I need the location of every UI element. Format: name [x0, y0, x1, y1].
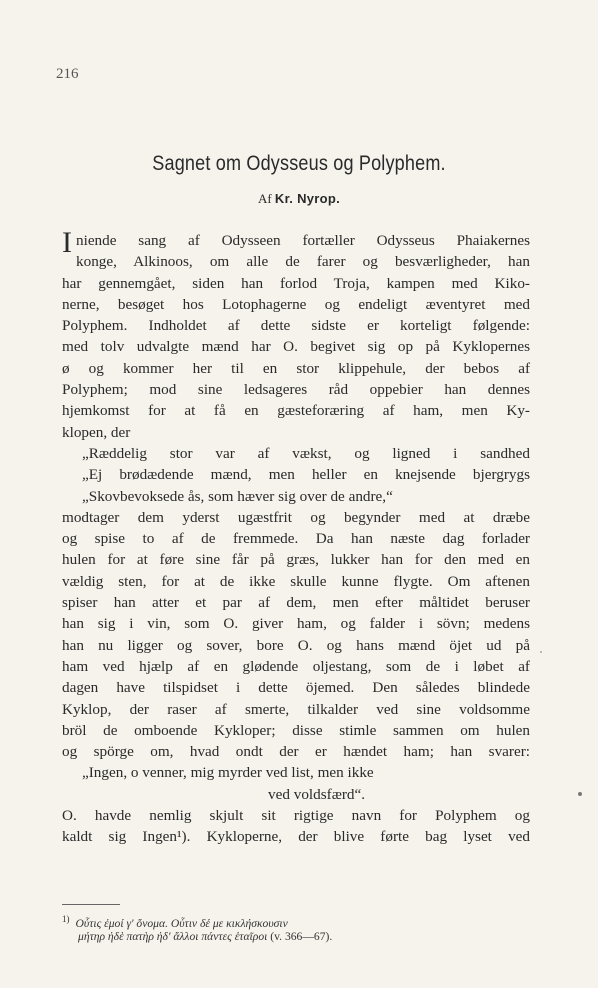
text-line: O. havde nemlig skjult sit rigtige navn for Polyphem og — [62, 807, 530, 825]
text-line: konge, Alkinoos, om alle de farer og besværligheder, han — [76, 253, 530, 271]
footnote-greek-2: μήτηρ ἠδὲ πατὴρ ἠδ' ἄλλοι πάντες ἑταῖροι — [78, 930, 268, 943]
text-line: og spise to af de fremmede. Da han næste dag forlader — [62, 530, 530, 548]
text-line: har gennemgået, siden han forlod Troja, kampen med Kiko- — [62, 274, 530, 292]
verse-line: „Ej brødædende mænd, men heller en knejsende bjergrygs — [82, 466, 530, 484]
body-text — [62, 226, 530, 848]
text-line: han sig i vin, som O. giver ham, og falder i sövn; medens — [62, 615, 530, 633]
text-line: og spörge om, hvad ondt der er hændet ham; han svarer: — [62, 743, 530, 761]
footnotes — [62, 910, 532, 946]
footnote-marker: 1) — [62, 914, 70, 924]
footnote-greek-1: Οὖτις ἐμοί γ' ὄνομα. Οὖτιν δέ με κικλήσκουσιν — [75, 916, 288, 930]
verse-line: „Skovbevoksede ås, som hæver sig over de andre,“ — [82, 487, 393, 505]
text-line: bröl de omboende Kykloper; disse stimle sammen om hulen — [62, 721, 530, 739]
text-line: spiser han atter et par af dem, men efter måltidet beruser — [62, 594, 530, 612]
text-line: ham ved hjælp af en glødende oljestang, som de i løbet af — [62, 657, 530, 675]
article-title: Sagnet om Odysseus og Polyphem. — [152, 152, 446, 175]
byline — [0, 191, 598, 207]
text-line: modtager dem yderst ugæstfrit og begynder med at dræbe — [62, 508, 530, 526]
verse-line: „Ingen, o venner, mig myrder ved list, men ikke — [82, 764, 374, 782]
text-line: med tolv udvalgte mænd har O. begivet sig op på Kyklopernes — [62, 338, 530, 356]
text-line: klopen, der — [62, 423, 131, 441]
footnote-reference: (v. 366—67). — [270, 930, 333, 943]
page-number: 216 — [56, 66, 79, 82]
paper-speck — [540, 651, 542, 653]
text-line: ø og kommer her til en stor klippehule, der bebos af — [62, 359, 530, 377]
verse-line: „Ræddelig stor var af vækst, og ligned i sandhed — [82, 444, 530, 462]
byline-prefix: Af — [257, 191, 272, 206]
text-line: hjemkomst for at få en gæsteforæring af ham, men Ky- — [62, 402, 530, 420]
text-line: nerne, besøget hos Lotophagerne og endeligt æventyret med — [62, 295, 530, 313]
paper-speck — [578, 792, 582, 796]
verse-line: ved voldsfærd“. — [268, 785, 366, 803]
text-line: vældig sten, for at de ikke skulle kunne flygte. Om aftenen — [62, 572, 530, 590]
text-line: Polyphem. Indholdet af dette sidste er korteligt følgende: — [62, 317, 530, 335]
text-line: han nu ligger og sover, bore O. og hans mænd öjet ud på — [62, 636, 530, 654]
text-line: hulen for at føre sine får på græs, lukker han for den med en — [62, 551, 530, 569]
text-line: I niende sang af Odysseen fortæller Odysseus Phaiakernes — [62, 226, 530, 259]
text-line: dagen have tilspidset i dette öjemed. Den således blindede — [62, 679, 530, 697]
footnote-line — [62, 928, 532, 946]
drop-cap: I — [62, 226, 72, 259]
footnote-rule — [62, 904, 120, 905]
text-line: Kyklop, der raser af smerte, tilkalder ved sine voldsomme — [62, 700, 530, 718]
byline-author: Kr. Nyrop. — [274, 191, 341, 206]
text-line: kaldt sig Ingen¹). Kykloperne, der blive førte bag lyset ved — [62, 828, 530, 846]
footnote-line — [62, 910, 532, 928]
text-line: Polyphem; mod sine ledsageres råd oppebier han dennes — [62, 381, 530, 399]
